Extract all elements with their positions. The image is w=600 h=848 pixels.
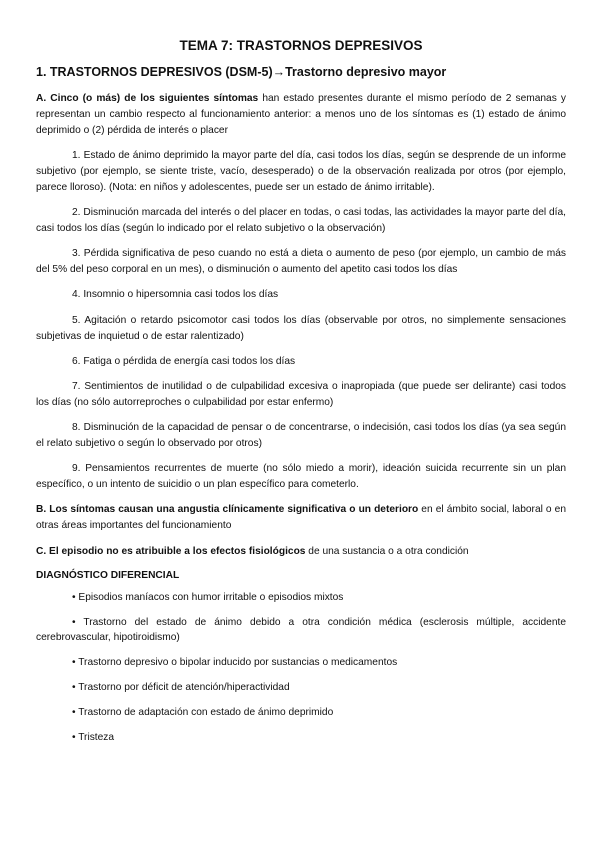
symptom-item: 3. Pérdida significativa de peso cuando no está a dieta o aumento de peso (por ejemplo, un cambio de más del 5% del peso corporal en un mes), o disminución o aumento del apetito casi todos los días	[36, 248, 566, 276]
differential-item: • Episodios maníacos con humor irritable o episodios mixtos	[72, 591, 344, 603]
differential-item: • Trastorno por déficit de atención/hiperactividad	[72, 682, 290, 694]
criterion-b	[36, 502, 566, 534]
criterion-a-bold: A. Cinco (o más) de los siguientes síntomas	[36, 93, 259, 104]
criterion-b-bold: B. Los síntomas causan una angustia clínicamente significativa o un deterioro	[36, 504, 419, 516]
criterion-c-bold: C. El episodio no es atribuible a los efectos fisiológicos	[36, 546, 306, 558]
differential-item: • Trastorno del estado de ánimo debido a otra condición médica (esclerosis múltiple, accidente cerebrovascular, hipotiroidismo)	[36, 616, 566, 644]
symptom-item: 7. Sentimientos de inutilidad o de culpabilidad excesiva o inapropiada (que puede ser delirante) casi todos los días (no sólo autorreproches o culpabilidad por estar enfermo)	[36, 381, 566, 408]
criterion-b-text: en el ámbito social, laboral o en otras áreas importantes del funcionamiento	[36, 504, 567, 532]
symptom-item: 2. Disminución marcada del interés o del placer en todas, o casi todas, las actividades la mayor parte del día, casi todos los días (según lo indicado por el relato subjetivo o la observación)	[36, 207, 566, 235]
symptom-item: 1. Estado de ánimo deprimido la mayor parte del día, casi todos los días, según se desprende de un informe subjetivo (por ejemplo, se siente triste, vacío, desesperado) o de la observación realizada por otros (por ejemplo, parece lloroso). (Nota: en niños y adolescentes, puede ser un estado de ánimo irritable).	[36, 150, 566, 193]
symptom-item: 5. Agitación o retardo psicomotor casi todos los días (observable por otros, no simplemente sensaciones subjetivas de inquietud o de estar ralentizado)	[36, 314, 566, 342]
criterion-a	[36, 91, 566, 138]
section-heading: 1. TRASTORNOS DEPRESIVOS (DSM-5)→Trastorno depresivo mayor	[36, 65, 447, 79]
symptom-item: 8. Disminución de la capacidad de pensar o de concentrarse, o indecisión, casi todos los días (ya sea según el relato subjetivo o según lo observado por otros)	[36, 422, 566, 450]
differential-title: DIAGNÓSTICO DIFERENCIAL	[36, 569, 180, 581]
symptom-item: 4. Insomnio o hipersomnia casi todos los días	[72, 289, 279, 301]
symptom-item: 9. Pensamientos recurrentes de muerte (no sólo miedo a morir), ideación suicida recurrente sin un plan específico, o un intento de suicidio o un plan específico para cometerlo.	[36, 463, 566, 491]
symptom-item: 6. Fatiga o pérdida de energía casi todos los días	[72, 355, 296, 367]
differential-item: • Trastorno depresivo o bipolar inducido por sustancias o medicamentos	[72, 657, 398, 669]
document-page	[36, 38, 566, 754]
differential-item: • Tristeza	[72, 731, 115, 743]
differential-item: • Trastorno de adaptación con estado de ánimo deprimido	[72, 706, 334, 718]
criterion-c	[36, 544, 566, 560]
criterion-c-text: de una sustancia o a otra condición	[305, 546, 469, 558]
page-title: TEMA 7: TRASTORNOS DEPRESIVOS	[179, 38, 423, 53]
criterion-a-text: han estado presentes durante el mismo período de 2 semanas y representan un cambio respecto al funcionamiento anterior: a menos uno de los síntomas es (1) estado de ánimo deprimido o (2) pérdida de interés o placer	[36, 93, 566, 136]
